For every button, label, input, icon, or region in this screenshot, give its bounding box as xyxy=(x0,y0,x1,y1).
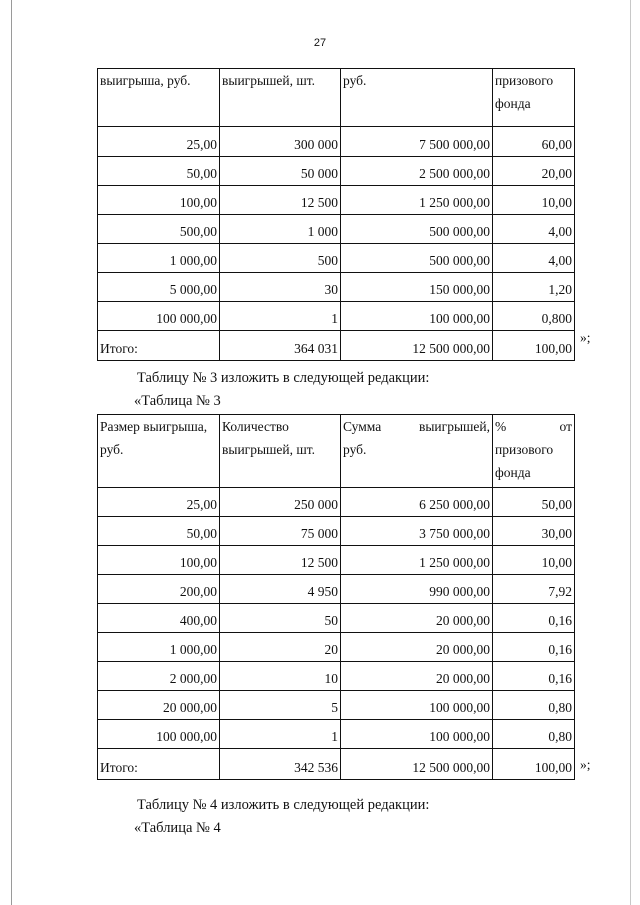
header-cell-prize-sum xyxy=(341,415,493,488)
table-cell: 364 031 xyxy=(220,331,341,361)
table-cell: 4 950 xyxy=(220,575,341,604)
total-label: Итого: xyxy=(98,749,220,780)
table-row xyxy=(98,488,575,517)
prize-table-3 xyxy=(97,414,575,780)
table-cell: 1 250 000,00 xyxy=(341,186,493,215)
table-cell: 5 000,00 xyxy=(98,273,220,302)
total-label: Итого: xyxy=(98,331,220,361)
table-row xyxy=(98,302,575,331)
table-cell: 1 250 000,00 xyxy=(341,546,493,575)
table-cell: 0,16 xyxy=(493,662,575,691)
table-cell: 25,00 xyxy=(98,127,220,157)
header-cell: призового фонда xyxy=(493,69,575,127)
table-cell: 4,00 xyxy=(493,244,575,273)
table-cell: 1,20 xyxy=(493,273,575,302)
table-cell: 1 000,00 xyxy=(98,633,220,662)
table-cell: 4,00 xyxy=(493,215,575,244)
table-cell: 5 xyxy=(220,691,341,720)
table-cell: 50,00 xyxy=(98,157,220,186)
table-cell: 20 000,00 xyxy=(341,604,493,633)
prize-table-continuation xyxy=(97,68,575,361)
table-cell: 6 250 000,00 xyxy=(341,488,493,517)
table-row xyxy=(98,575,575,604)
table-cell: 500 000,00 xyxy=(341,244,493,273)
table-row xyxy=(98,662,575,691)
table-cell: 50 xyxy=(220,604,341,633)
table3-intro-text: Таблицу № 3 изложить в следующей редакции: xyxy=(137,370,430,386)
header-cell: выигрыша, руб. xyxy=(98,69,220,127)
table-cell: 10,00 xyxy=(493,546,575,575)
table-header-row xyxy=(98,415,575,488)
table-cell: 1 xyxy=(220,720,341,749)
table-row xyxy=(98,633,575,662)
table-cell: 990 000,00 xyxy=(341,575,493,604)
table-row xyxy=(98,215,575,244)
table-total-row xyxy=(98,331,575,361)
table-cell: 20 000,00 xyxy=(341,633,493,662)
table-cell: 100,00 xyxy=(98,546,220,575)
table-cell: 100 000,00 xyxy=(98,302,220,331)
table-cell: 100 000,00 xyxy=(341,302,493,331)
table-cell: 75 000 xyxy=(220,517,341,546)
table-cell: 500,00 xyxy=(98,215,220,244)
table-cell: 100 000,00 xyxy=(341,720,493,749)
table-cell: 50,00 xyxy=(493,488,575,517)
table-cell: 150 000,00 xyxy=(341,273,493,302)
table-cell: 200,00 xyxy=(98,575,220,604)
table-row xyxy=(98,720,575,749)
table-row xyxy=(98,157,575,186)
table-row xyxy=(98,127,575,157)
table-cell: 0,800 xyxy=(493,302,575,331)
table4-intro-text: Таблицу № 4 изложить в следующей редакции: xyxy=(137,797,430,813)
table-cell: 250 000 xyxy=(220,488,341,517)
table-cell: 0,80 xyxy=(493,691,575,720)
table-cell: 60,00 xyxy=(493,127,575,157)
table-cell: 12 500 000,00 xyxy=(341,749,493,780)
closing-quote-mark: »; xyxy=(580,757,591,772)
header-word: Сумма xyxy=(343,419,382,434)
table-row xyxy=(98,517,575,546)
table-row xyxy=(98,244,575,273)
table3-caption: «Таблица № 3 xyxy=(134,393,221,409)
table-cell: 7,92 xyxy=(493,575,575,604)
table4-caption: «Таблица № 4 xyxy=(134,820,221,836)
table-cell: 500 000,00 xyxy=(341,215,493,244)
table-cell: 3 750 000,00 xyxy=(341,517,493,546)
header-word: руб. xyxy=(343,442,367,457)
table-cell: 20 000,00 xyxy=(98,691,220,720)
header-cell: руб. xyxy=(341,69,493,127)
table-row xyxy=(98,604,575,633)
header-word: % xyxy=(495,419,507,434)
header-word: призового фонда xyxy=(495,442,554,480)
table-header-row xyxy=(98,69,575,127)
header-cell-prize-size: Размер выигрыша, руб. xyxy=(98,415,220,488)
header-cell-prize-count: Количество выигрышей, шт. xyxy=(220,415,341,488)
table-cell: 12 500 xyxy=(220,186,341,215)
table-cell: 0,16 xyxy=(493,633,575,662)
table-cell: 100,00 xyxy=(493,331,575,361)
header-cell-prize-percent xyxy=(493,415,575,488)
table-cell: 0,80 xyxy=(493,720,575,749)
table-cell: 400,00 xyxy=(98,604,220,633)
table-cell: 10,00 xyxy=(493,186,575,215)
table-cell: 20,00 xyxy=(493,157,575,186)
table-cell: 20 xyxy=(220,633,341,662)
table-cell: 500 xyxy=(220,244,341,273)
table-cell: 10 xyxy=(220,662,341,691)
page-scan-edge-left xyxy=(11,0,12,905)
table-total-row xyxy=(98,749,575,780)
closing-quote-mark: »; xyxy=(580,330,591,345)
table-row xyxy=(98,186,575,215)
table-cell: 1 000 xyxy=(220,215,341,244)
table-cell: 12 500 xyxy=(220,546,341,575)
header-word: от xyxy=(559,419,572,434)
table-cell: 300 000 xyxy=(220,127,341,157)
table-cell: 1 000,00 xyxy=(98,244,220,273)
table-cell: 1 xyxy=(220,302,341,331)
table-cell: 7 500 000,00 xyxy=(341,127,493,157)
table-row xyxy=(98,273,575,302)
table-cell: 0,16 xyxy=(493,604,575,633)
table-cell: 342 536 xyxy=(220,749,341,780)
table-cell: 2 500 000,00 xyxy=(341,157,493,186)
header-word: выигрышей, xyxy=(418,419,490,434)
table-cell: 2 000,00 xyxy=(98,662,220,691)
table-cell: 25,00 xyxy=(98,488,220,517)
table-cell: 12 500 000,00 xyxy=(341,331,493,361)
page-scan-edge-right xyxy=(630,0,631,905)
header-cell: выигрышей, шт. xyxy=(220,69,341,127)
table-cell: 100,00 xyxy=(98,186,220,215)
table-cell: 50,00 xyxy=(98,517,220,546)
table-row xyxy=(98,546,575,575)
table-cell: 30 xyxy=(220,273,341,302)
table-cell: 100,00 xyxy=(493,749,575,780)
table-cell: 100 000,00 xyxy=(98,720,220,749)
table-cell: 100 000,00 xyxy=(341,691,493,720)
table-row xyxy=(98,691,575,720)
table-cell: 20 000,00 xyxy=(341,662,493,691)
table-cell: 50 000 xyxy=(220,157,341,186)
page-number: 27 xyxy=(313,37,327,49)
table-cell: 30,00 xyxy=(493,517,575,546)
